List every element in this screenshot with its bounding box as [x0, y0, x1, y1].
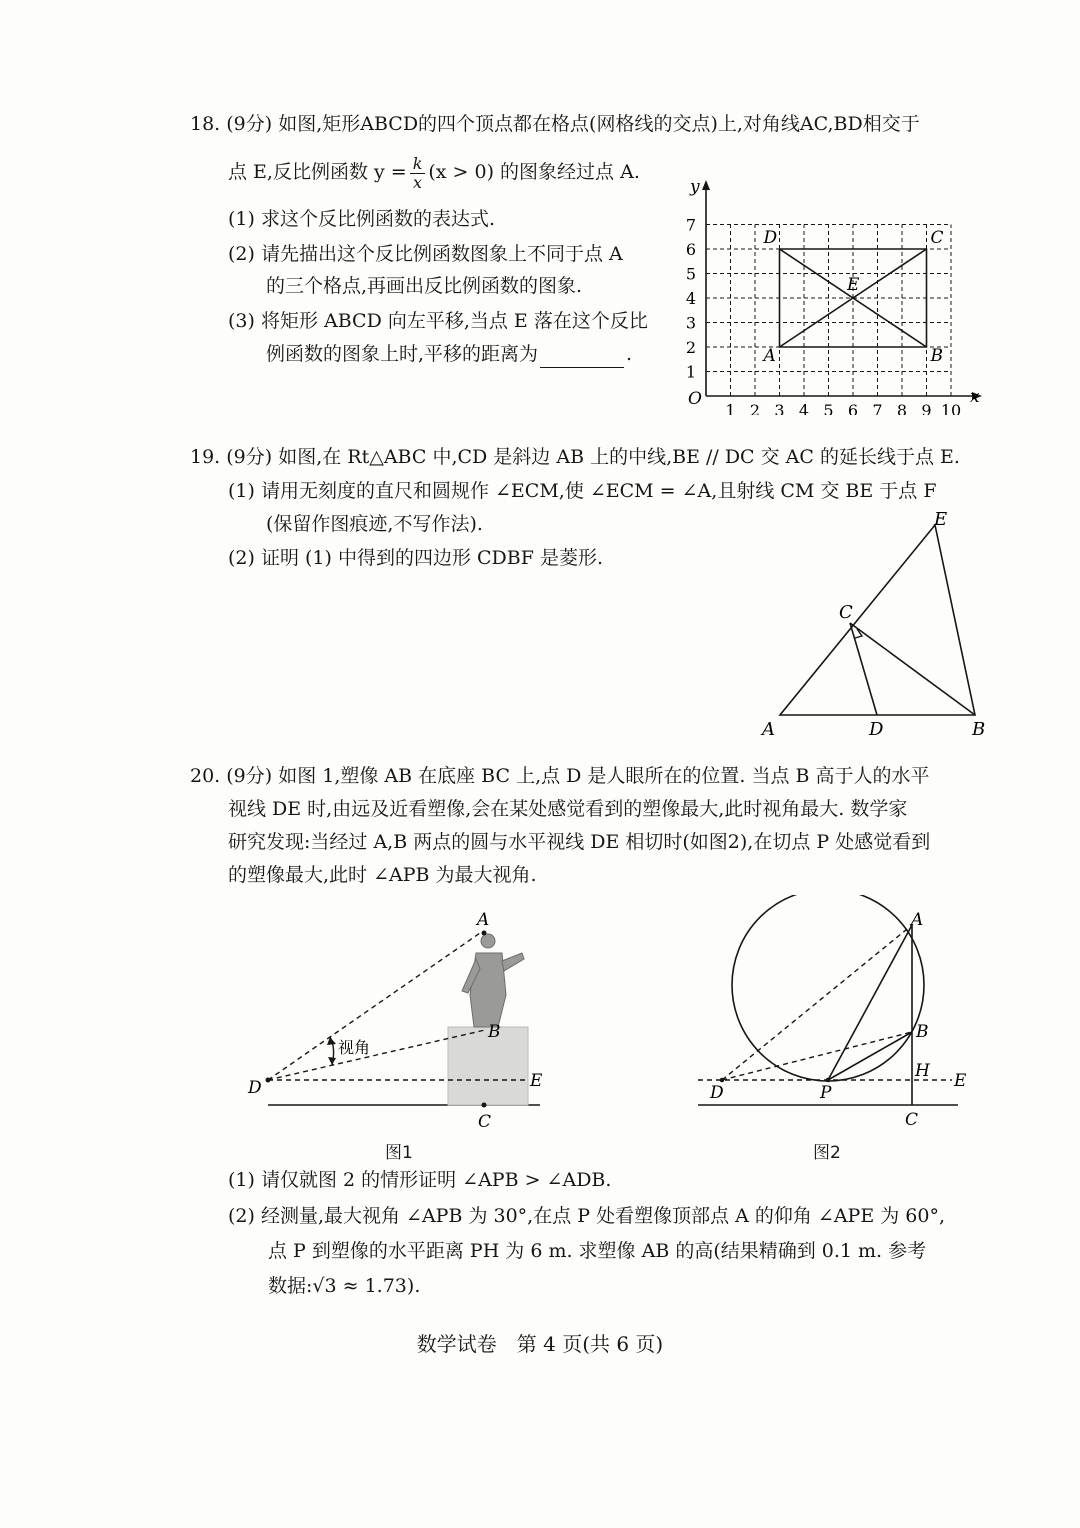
q18-x-tick-label: 6	[847, 401, 859, 415]
q18-y-axis-arrow	[702, 180, 710, 190]
q19-part2: (2) 证明 (1) 中得到的四边形 CDBF 是菱形.	[228, 547, 603, 569]
fig2-label-c: C	[905, 1110, 919, 1130]
q20-stem-line3: 研究发现:当经过 A,B 两点的圆与水平视线 DE 相切时(如图2),在切点 P 处感觉看到	[228, 831, 931, 853]
fig2-point-p	[826, 1078, 831, 1083]
fig1-label-c: C	[478, 1112, 492, 1132]
q18-x-tick-label: 3	[774, 401, 785, 415]
q18-part3-line1: (3) 将矩形 ABCD 向左平移,当点 E 落在这个反比	[228, 310, 648, 332]
q18-part3-text: 例函数的图象上时,平移的距离为	[266, 343, 539, 365]
q18-y-tick-label: 3	[685, 313, 696, 333]
q18-x-tick-label: 1	[725, 401, 736, 415]
fig1-point-a	[482, 931, 487, 936]
q18-y-axis-label: y	[690, 177, 700, 197]
q19-triangle-figure	[750, 505, 1010, 745]
fig1-label-a: A	[477, 910, 490, 930]
q18-answer-blank	[540, 347, 624, 368]
fig1-label-d: D	[248, 1078, 262, 1098]
q18-label-d: D	[763, 228, 778, 248]
fig2-label-b: B	[916, 1022, 929, 1042]
q18-x-tick-label: 10	[940, 401, 962, 415]
q18-part3-line2	[266, 340, 632, 368]
q20-stem-line4: 的塑像最大,此时 ∠APB 为最大视角.	[228, 864, 537, 886]
q18-frac-numerator: k	[410, 155, 426, 174]
fig1-caption: 图1	[385, 1143, 413, 1163]
q18-stem-line1: 18. (9分) 如图,矩形ABCD的四个顶点都在格点(网格线的交点)上,对角线AC,BD相交于	[190, 113, 920, 135]
q20-part1: (1) 请仅就图 2 的情形证明 ∠APB > ∠ADB.	[228, 1169, 612, 1191]
q18-x-axis-label: x	[970, 387, 980, 407]
q18-y-tick-label: 2	[685, 338, 696, 357]
fig2-point-d	[720, 1078, 725, 1083]
fig2-label-e: E	[954, 1071, 967, 1091]
q18-x-tick-label: 5	[823, 401, 834, 415]
q20-part2-line1: (2) 经测量,最大视角 ∠APB 为 30°,在点 P 处看塑像顶部点 A 的仰角 ∠APE 为 60°,	[228, 1205, 946, 1227]
q18-y-tick-label: 5	[685, 264, 696, 284]
q18-y-tick-label: 7	[685, 215, 696, 235]
fig1-statue-image	[462, 934, 524, 1027]
q18-label-e: E	[847, 275, 860, 295]
q18-label-b: B	[930, 346, 943, 366]
q18-line2-before: 点 E,反比例函数 y =	[228, 161, 407, 183]
fig1-point-c	[482, 1103, 487, 1108]
q19-segment-cd	[850, 623, 877, 715]
q18-y-tick-label: 6	[685, 240, 696, 259]
q18-part2-line1: (2) 请先描出这个反比例函数图象上不同于点 A	[228, 243, 623, 265]
q18-y-tick-label: 4	[685, 289, 696, 308]
page-footer: 数学试卷 第 4 页(共 6 页)	[416, 1332, 664, 1356]
q18-x-tick-label: 7	[872, 401, 883, 415]
q18-part2-line2: 的三个格点,再画出反比例函数的图象.	[266, 275, 583, 297]
fig2-caption: 图2	[813, 1143, 841, 1163]
q18-label-a: A	[763, 346, 776, 366]
q18-part3-period: .	[626, 343, 633, 365]
q18-tick-labels	[686, 216, 961, 416]
fig1-point-d	[266, 1078, 271, 1083]
q18-frac-denominator: x	[413, 172, 423, 192]
q18-grid	[706, 225, 951, 397]
q18-x-tick-label: 9	[921, 401, 932, 415]
q18-label-c: C	[930, 228, 944, 248]
fig2-label-p: P	[820, 1083, 832, 1103]
q19-label-c: C	[839, 602, 853, 623]
fig1-label-b: B	[488, 1022, 501, 1042]
q18-x-tick-label: 2	[749, 401, 761, 415]
q20-figure2	[690, 895, 990, 1135]
q18-coordinate-graph	[670, 170, 1000, 415]
q19-stem: 19. (9分) 如图,在 Rt△ABC 中,CD 是斜边 AB 上的中线,BE // DC 交 AC 的延长线于点 E.	[190, 446, 960, 468]
q18-x-tick-label: 8	[896, 401, 908, 415]
q20-stem-line2: 视线 DE 时,由远及近看塑像,会在某处感觉看到的塑像最大,此时视角最大. 数学家	[228, 798, 908, 820]
q18-stem-line2	[228, 152, 640, 192]
q19-part1-line1: (1) 请用无刻度的直尺和圆规作 ∠ECM,使 ∠ECM = ∠A,且射线 CM 交 BE 于点 F	[228, 480, 937, 502]
q18-part1: (1) 求这个反比例函数的表达式.	[228, 208, 495, 230]
q19-triangle-abe	[780, 525, 975, 715]
q18-fraction	[410, 155, 426, 192]
q18-x-tick-label: 4	[798, 401, 810, 415]
fig1-viewing-angle-label: 视角	[338, 1038, 371, 1057]
q18-line2-after: (x > 0) 的图象经过点 A.	[428, 161, 640, 183]
fig1-angle-arrow	[328, 1057, 336, 1065]
q19-label-b: B	[972, 719, 986, 740]
q19-label-d: D	[869, 719, 884, 740]
fig2-label-h: H	[915, 1061, 930, 1081]
fig2-label-d: D	[710, 1083, 724, 1103]
q20-part2-line2: 点 P 到塑像的水平距离 PH 为 6 m. 求塑像 AB 的高(结果精确到 0.1 m. 参考	[268, 1240, 927, 1262]
q20-stem-line1: 20. (9分) 如图 1,塑像 AB 在底座 BC 上,点 D 是人眼所在的位置. 当点 B 高于人的水平	[190, 765, 930, 787]
fig2-label-a: A	[911, 910, 924, 930]
q19-part1-line2: (保留作图痕迹,不写作法).	[266, 513, 483, 535]
q19-label-e: E	[934, 509, 948, 530]
fig2-segment-da	[722, 925, 912, 1080]
q20-figure1	[240, 905, 560, 1140]
q18-origin-label: O	[688, 389, 702, 409]
q20-part2-line3: 数据:√3 ≈ 1.73).	[268, 1275, 421, 1297]
fig1-label-e: E	[530, 1071, 543, 1091]
q19-segment-cb	[850, 623, 975, 715]
q18-y-tick-label: 1	[685, 362, 696, 382]
q19-label-a: A	[762, 719, 775, 740]
